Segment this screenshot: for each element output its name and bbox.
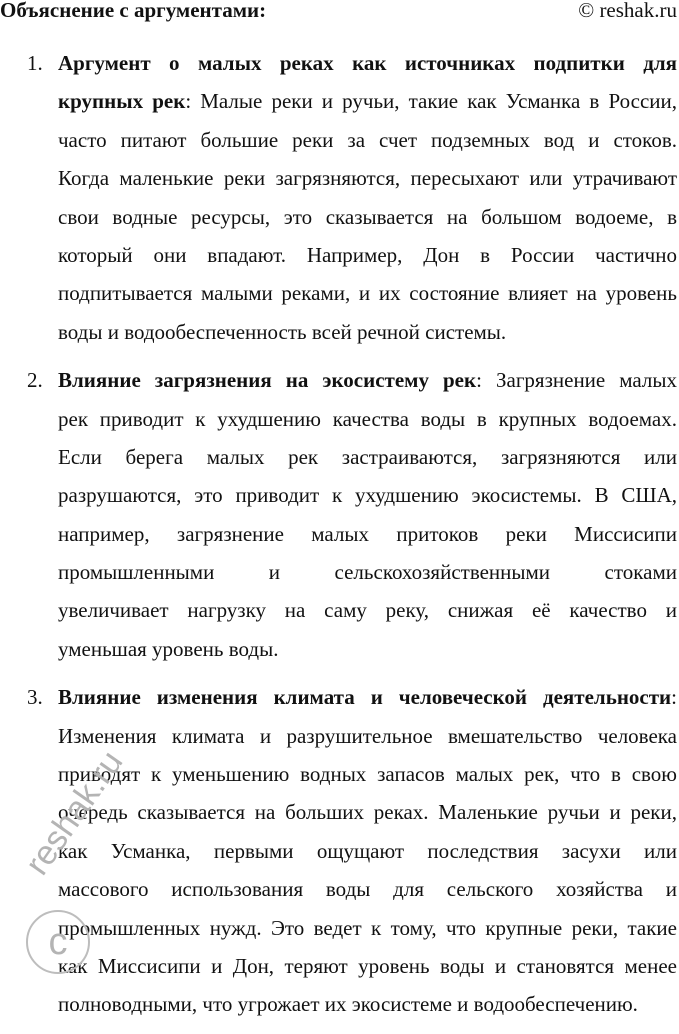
text-line [58,909,677,947]
body-text: уменьшая уровень воды. [58,636,279,661]
body-text: который они впадают. Например, Дон в России частично [58,242,677,267]
text-line [58,717,677,755]
body-text: приводят к уменьшению водных запасов малых рек, что в свою [58,762,677,787]
body-text: : [671,685,677,710]
document-header [0,0,677,28]
body-text: : Загрязнение малых [476,368,678,393]
body-text: промышленных нужд. Это ведет к тому, что крупные реки, такие [58,915,677,940]
argument-heading: крупных рек [58,89,186,114]
text-line [58,832,677,870]
text-line [58,985,677,1023]
list-number: 1. [27,51,43,75]
body-text: : Малые реки и ручьи, такие как Усманка в России, [185,89,677,114]
body-text: подпитывается малыми реками, и их состояние влияет на уровень [58,281,677,306]
body-text: массового использования воды для сельского хозяйства и [58,877,677,902]
watermark-text: reshak.ru [18,743,131,882]
body-text: свои водные ресурсы, это сказывается на большом водоеме, в [58,204,677,229]
text-line [58,476,677,514]
argument-heading: Влияние загрязнения на экосистему рек [58,368,477,393]
text-line [58,755,677,793]
body-text: Если берега малых рек застраиваются, загрязняются или [58,444,677,469]
text-line [58,400,677,438]
body-text: как Миссисипи и Дон, теряют уровень воды и становятся менее [58,953,677,978]
text-line [58,630,677,668]
body-text: например, загрязнение малых притоков реки Миссисипи [58,521,677,546]
text-line [58,947,677,985]
body-text: как Усманка, первыми ощущают последствия засухи или [58,838,677,863]
section-title: Объяснение с аргументами: [0,0,267,22]
text-line [58,361,677,399]
body-text: Изменения климата и разрушительное вмешательство человека [58,723,677,748]
text-line [58,515,677,553]
argument-heading: Аргумент о малых реках как источниках подпитки для [58,51,677,75]
copyright-label: © reshak.ru [578,0,677,22]
text-line [58,313,677,351]
body-text: воды и водообеспеченность всей речной системы. [58,319,507,344]
body-text: рек приводит к ухудшению качества воды в крупных водоемах. [58,406,677,431]
text-line [58,793,677,831]
list-number: 2. [27,368,43,393]
body-text: полноводными, что угрожает их экосистеме и водообеспечению. [58,992,638,1017]
text-line [58,159,677,197]
list-item [0,361,677,668]
body-text: часто питают большие реки за счет подземных вод и стоков. [58,127,677,152]
argument-heading: Влияние изменения климата и человеческой деятельности [58,685,672,710]
copyright-circle-icon: c [26,910,90,974]
text-line [58,678,677,716]
text-line [58,591,677,629]
text-line [58,236,677,274]
argument-list [0,44,677,1034]
text-line [58,870,677,908]
text-line [58,274,677,312]
text-line [58,44,677,82]
text-line [58,121,677,159]
body-text: очередь сказывается на больших реках. Маленькие ручьи и реки, [58,800,677,825]
body-text: промышленными и сельскохозяйственными стоками [58,560,677,585]
text-line [58,82,677,120]
list-item [0,44,677,351]
body-text: Когда маленькие реки загрязняются, пересыхают или утрачивают [58,166,677,191]
list-number: 3. [27,685,43,710]
body-text: увеличивает нагрузку на саму реку, снижая её качество и [58,598,677,623]
text-line [58,198,677,236]
text-line [58,438,677,476]
body-text: разрушаются, это приводит к ухудшению экосистемы. В США, [58,483,677,508]
text-line [58,553,677,591]
list-item [0,678,677,1024]
